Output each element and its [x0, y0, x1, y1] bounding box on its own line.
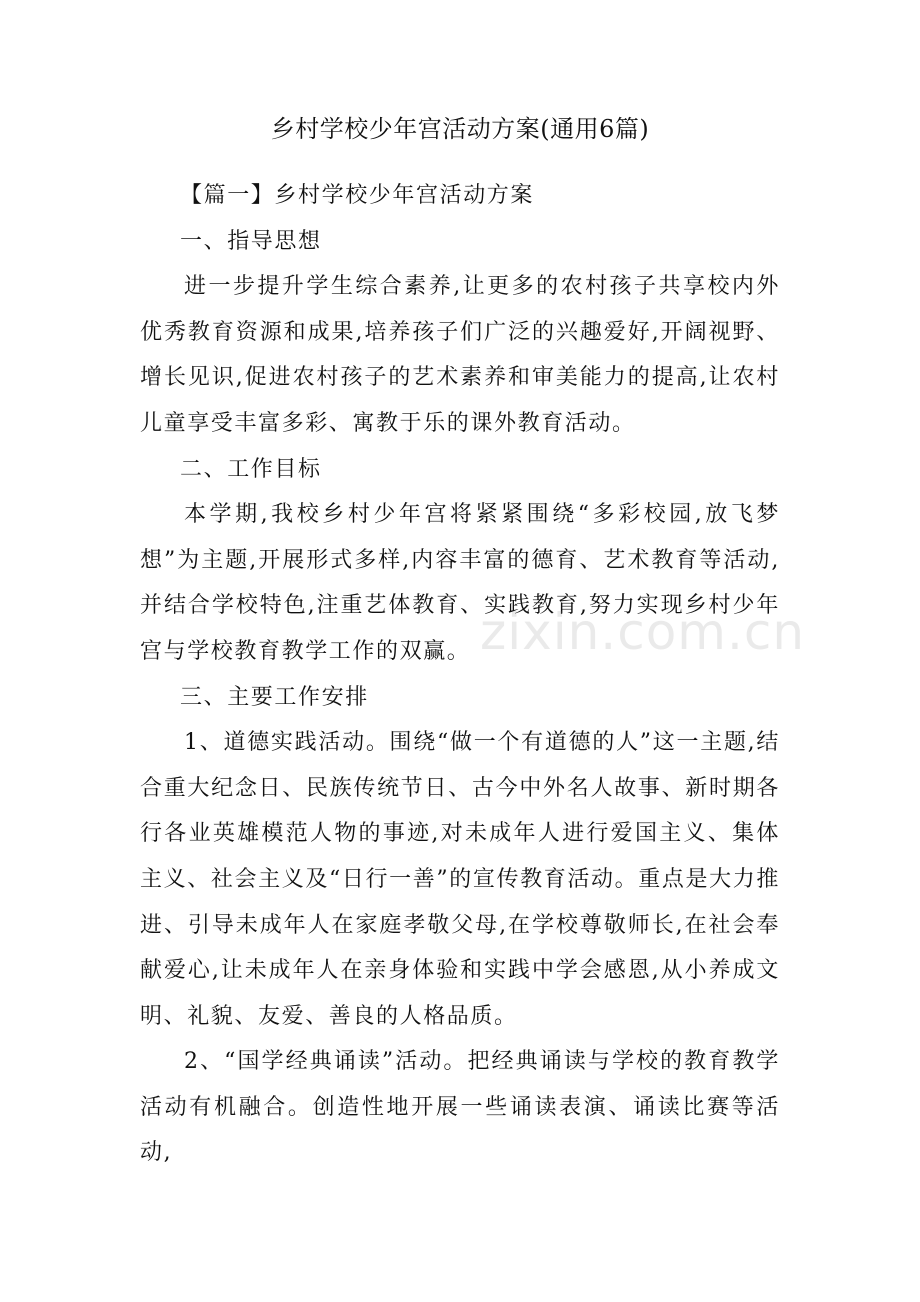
document-title: 乡村学校少年宫活动方案(通用6篇) — [270, 115, 650, 143]
paragraph-work-goals: 本学期,我校乡村少年宫将紧紧围绕“多彩校园,放飞梦想”为主题,开展形式多样,内容丰富的德育、艺术教育等活动,并结合学校特色,注重艺体教育、实践教育,努力实现乡村少年宫与学校教育教学工作的双赢。 — [140, 502, 780, 664]
section-heading: 【篇一】乡村学校少年宫活动方案 — [180, 183, 535, 208]
paragraph-classics-reading: 2、“国学经典诵读”活动。把经典诵读与学校的教育教学活动有机融合。创造性地开展一些诵读表演、诵读比赛等活动, — [140, 1049, 780, 1166]
paragraph-moral-practice: 1、道德实践活动。围绕“做一个有道德的人”这一主题,结合重大纪念日、民族传统节日、古今中外名人故事、新时期各行各业英雄模范人物的事迹,对未成年人进行爱国主义、集体主义、社会主义及“日行一善”的宣传教育活动。重点是大力推进、引导未成年人在家庭孝敬父母,在学校尊敬师长,在社会奉献爱心,让未成年人在亲身体验和实践中学会感恩,从小养成文明、礼貌、友爱、善良的人格品质。 — [140, 730, 780, 1029]
heading-work-arrangements: 三、主要工作安排 — [180, 684, 369, 710]
document-body — [140, 173, 780, 1176]
heading-guiding-ideology: 一、指导思想 — [180, 228, 322, 254]
watermark: zixin.com.cn — [480, 603, 806, 661]
paragraph-guiding-ideology: 进一步提升学生综合素养,让更多的农村孩子共享校内外优秀教育资源和成果,培养孩子们广泛的兴趣爱好,开阔视野、增长见识,促进农村孩子的艺术素养和审美能力的提高,让农村儿童享受丰富多彩、寓教于乐的课外教育活动。 — [140, 274, 780, 436]
heading-work-goals: 二、工作目标 — [180, 456, 322, 482]
